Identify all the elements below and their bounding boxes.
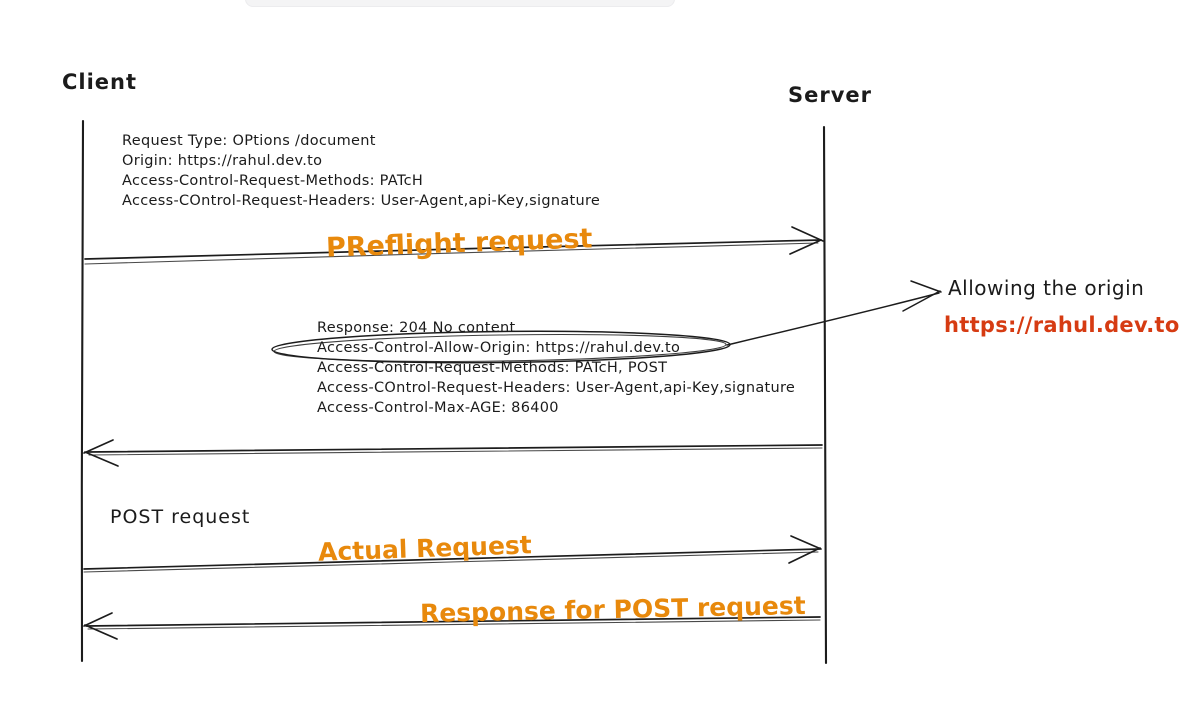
request-header-line: Access-COntrol-Request-Headers: User-Agent,api-Key,signature bbox=[122, 193, 601, 209]
preflight-response-arrow bbox=[84, 440, 822, 466]
request-header-line: Access-Control-Request-Methods: PATcH bbox=[122, 173, 424, 189]
post-request-label: POST request bbox=[110, 506, 251, 528]
allowed-origin-url: https://rahul.dev.to bbox=[944, 313, 1180, 337]
response-header-line-allow-origin: Access-Control-Allow-Origin: https://rahul.dev.to bbox=[317, 340, 681, 356]
response-header-line: Access-COntrol-Request-Headers: User-Agent,api-Key,signature bbox=[317, 380, 796, 396]
preflight-request-headers bbox=[122, 131, 600, 211]
server-actor-label: Server bbox=[788, 83, 873, 107]
request-header-line: Origin: https://rahul.dev.to bbox=[122, 153, 323, 169]
preflight-request-label: PReflight request bbox=[325, 223, 593, 264]
response-header-line: Access-Control-Request-Methods: PATcH, POST bbox=[317, 360, 668, 376]
post-response-label: Response for POST request bbox=[419, 590, 806, 629]
request-header-line: Request Type: OPtions /document bbox=[122, 133, 376, 149]
preflight-response-headers bbox=[317, 318, 795, 418]
response-header-line: Access-Control-Max-AGE: 86400 bbox=[317, 400, 559, 416]
client-actor-label: Client bbox=[62, 70, 138, 94]
actual-request-label: Actual Request bbox=[317, 530, 533, 567]
allowing-origin-note: Allowing the origin bbox=[948, 276, 1145, 300]
response-header-line: Response: 204 No content bbox=[317, 320, 516, 336]
server-lifeline bbox=[824, 127, 826, 663]
client-lifeline bbox=[82, 121, 83, 661]
